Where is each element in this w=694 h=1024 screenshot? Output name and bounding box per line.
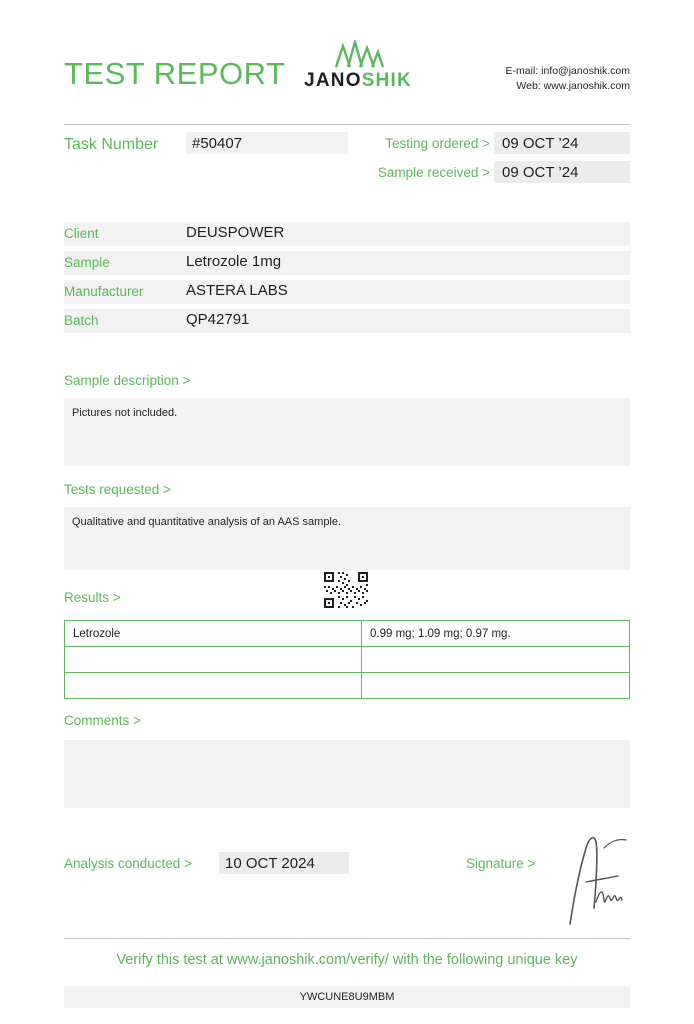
divider-bottom: [64, 938, 630, 939]
logo-text-dark: JANO: [304, 70, 362, 91]
table-row: [65, 647, 630, 673]
result-compound: Letrozole: [65, 621, 362, 647]
logo-text-green: SHIK: [361, 70, 412, 91]
results-title: Results >: [64, 590, 121, 605]
contact-web: Web: www.janoshik.com: [516, 80, 630, 92]
row-background: [64, 251, 630, 275]
results-table: [64, 620, 630, 699]
unique-key: YWCUNE8U9MBM: [64, 986, 630, 1008]
info-value-manufacturer: ASTERA LABS: [186, 282, 288, 299]
row-background: [64, 280, 630, 304]
result-amount: 0.99 mg; 1.09 mg; 0.97 mg.: [362, 621, 630, 647]
sample-description-text: Pictures not included.: [72, 407, 178, 419]
tests-requested-title: Tests requested >: [64, 482, 171, 497]
info-row: [64, 222, 630, 251]
task-number-value: #50407: [186, 132, 348, 154]
info-value-sample: Letrozole 1mg: [186, 253, 282, 270]
table-row: [65, 673, 630, 699]
logo-wordmark: [298, 70, 418, 92]
result-compound: [65, 647, 362, 673]
info-value-batch: QP42791: [186, 311, 250, 328]
analysis-conducted-date: 10 OCT 2024: [219, 852, 349, 874]
task-number-label: Task Number: [64, 136, 159, 153]
mountain-peaks-icon: [330, 40, 386, 68]
task-section: [64, 132, 630, 188]
result-amount: [362, 673, 630, 699]
info-value-client: DEUSPOWER: [186, 224, 285, 241]
result-amount: [362, 647, 630, 673]
testing-ordered-label: Testing ordered >: [385, 136, 490, 151]
qr-code-icon: [322, 570, 370, 610]
row-background: [64, 222, 630, 246]
tests-requested-text: Qualitative and quantitative analysis of an AAS sample.: [72, 516, 342, 528]
contact-email: E-mail: info@janoshik.com: [505, 65, 630, 77]
row-background: [64, 309, 630, 333]
info-row: [64, 309, 630, 338]
analysis-conducted-label: Analysis conducted >: [64, 856, 192, 871]
divider-top: [64, 124, 630, 125]
info-key-manufacturer: Manufacturer: [64, 284, 144, 299]
sample-received-date: 09 OCT ’24: [494, 161, 630, 183]
contact-info: [506, 64, 630, 94]
info-row: [64, 251, 630, 280]
testing-ordered-date: 09 OCT ’24: [494, 132, 630, 154]
result-compound: [65, 673, 362, 699]
info-key-client: Client: [64, 226, 99, 241]
comments-title: Comments >: [64, 713, 141, 728]
sample-info-block: [64, 222, 630, 338]
sample-description-box: [64, 398, 630, 466]
tests-requested-box: [64, 507, 630, 570]
table-row: [65, 621, 630, 647]
page-title: TEST REPORT: [64, 56, 286, 91]
sample-received-label: Sample received >: [377, 165, 490, 180]
report-header: [64, 40, 630, 112]
info-key-sample: Sample: [64, 255, 110, 270]
signature-label: Signature >: [466, 856, 536, 871]
comments-box: [64, 740, 630, 808]
info-row: [64, 280, 630, 309]
verify-text: Verify this test at www.janoshik.com/verify/ with the following unique key: [116, 952, 578, 968]
handwritten-signature-icon: [556, 828, 646, 928]
info-key-batch: Batch: [64, 313, 99, 328]
janoshik-logo: [298, 40, 418, 92]
sample-description-title: Sample description >: [64, 373, 191, 388]
